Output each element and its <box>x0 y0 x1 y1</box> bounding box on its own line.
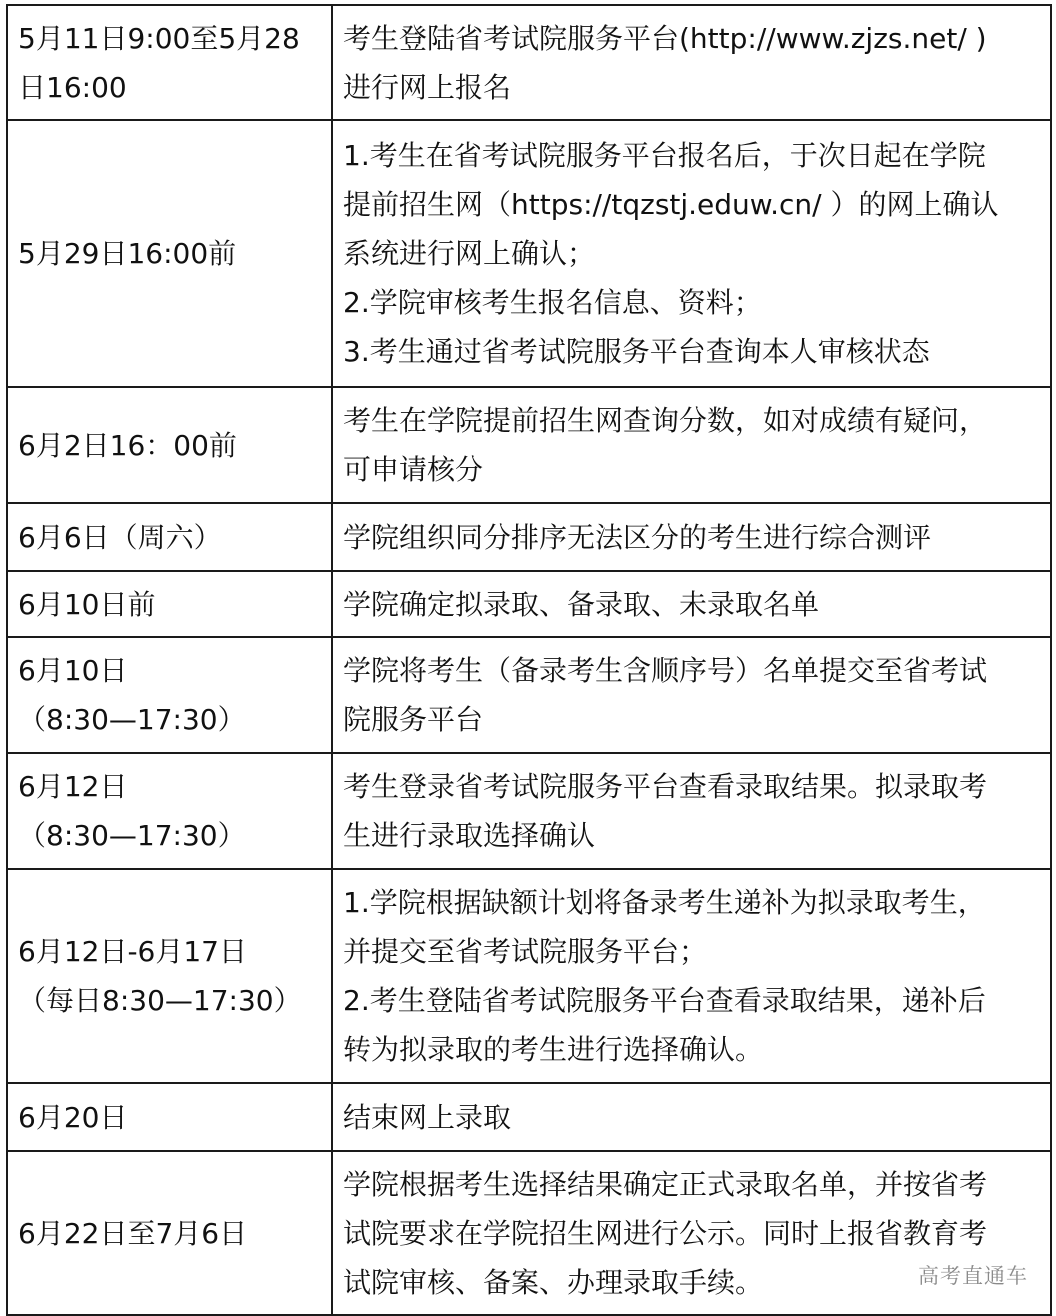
date-cell <box>7 120 332 387</box>
date-line: 5月29日16:00前 <box>18 237 237 270</box>
table-row <box>7 753 1051 869</box>
description-line: 学院组织同分排序无法区分的考生进行综合测评 <box>343 520 932 554</box>
date-cell <box>7 753 332 869</box>
table-row <box>7 637 1051 753</box>
watermark: 高考直通车 <box>918 1264 1028 1288</box>
description-cell <box>332 571 1051 637</box>
description-line: 2.学院审核考生报名信息、资料； <box>343 286 762 319</box>
table-row <box>7 503 1051 571</box>
description-cell <box>332 120 1051 387</box>
admission-schedule-table <box>6 4 1052 1316</box>
table-row <box>7 387 1051 503</box>
description-line: 生进行录取选择确认 <box>343 819 596 852</box>
date-cell <box>7 1083 332 1151</box>
date-cell <box>7 387 332 503</box>
date-cell <box>7 503 332 571</box>
description-line: 考生登陆省考试院服务平台(http://www.zjzs.net/ ) <box>343 21 987 55</box>
description-line: 结束网上录取 <box>343 1100 512 1134</box>
description-line: 可申请核分 <box>343 453 484 486</box>
description-cell <box>332 503 1051 571</box>
date-line: 6月10日 <box>18 654 128 687</box>
date-cell <box>7 637 332 753</box>
description-line: 考生登录省考试院服务平台查看录取结果。拟录取考 <box>343 770 988 803</box>
date-cell <box>7 5 332 120</box>
description-line: 进行网上报名 <box>343 70 512 104</box>
date-cell <box>7 1151 332 1315</box>
table-row <box>7 120 1051 387</box>
description-cell <box>332 753 1051 869</box>
description-line: 院服务平台 <box>343 703 484 736</box>
table-row <box>7 571 1051 637</box>
description-line: 试院要求在学院招生网进行公示。同时上报省教育考 <box>343 1216 988 1250</box>
date-line: 6月10日前 <box>18 587 156 621</box>
date-line: （8:30—17:30） <box>18 819 246 852</box>
description-cell <box>332 637 1051 753</box>
date-line: 6月2日16：00前 <box>18 428 237 462</box>
description-cell <box>332 1151 1051 1315</box>
description-line: 学院确定拟录取、备录取、未录取名单 <box>343 587 820 621</box>
description-line: 系统进行网上确认； <box>343 237 596 270</box>
date-line: 6月12日 <box>18 770 128 803</box>
date-line: 日16:00 <box>18 70 127 104</box>
description-cell <box>332 5 1051 120</box>
description-cell <box>332 1083 1051 1151</box>
date-line: （每日8:30—17:30） <box>18 984 302 1017</box>
table-row <box>7 5 1051 120</box>
date-line: 5月11日9:00至5月28 <box>18 21 300 55</box>
date-cell <box>7 571 332 637</box>
description-cell <box>332 869 1051 1083</box>
description-line: 3.考生通过省考试院服务平台查询本人审核状态 <box>343 335 930 368</box>
description-line: 提前招生网（https://tqzstj.eduw.cn/ ）的网上确认 <box>343 188 999 221</box>
date-line: 6月12日-6月17日 <box>18 935 247 968</box>
table-row <box>7 1151 1051 1315</box>
date-line: 6月20日 <box>18 1100 128 1134</box>
description-line: 学院将考生（备录考生含顺序号）名单提交至省考试 <box>343 654 988 687</box>
table-row <box>7 869 1051 1083</box>
date-line: （8:30—17:30） <box>18 703 246 736</box>
table-row <box>7 1083 1051 1151</box>
description-line: 考生在学院提前招生网查询分数，如对成绩有疑问， <box>343 404 988 437</box>
description-cell <box>332 387 1051 503</box>
description-line: 试院审核、备案、办理录取手续。 <box>343 1265 764 1299</box>
date-cell <box>7 869 332 1083</box>
description-line: 1.考生在省考试院服务平台报名后，于次日起在学院 <box>343 139 986 172</box>
description-line: 1.学院根据缺额计划将备录考生递补为拟录取考生， <box>343 886 986 919</box>
date-line: 6月22日至7月6日 <box>18 1216 248 1250</box>
date-line: 6月6日（周六） <box>18 520 222 554</box>
description-line: 学院根据考生选择结果确定正式录取名单，并按省考 <box>343 1167 988 1201</box>
description-line: 转为拟录取的考生进行选择确认。 <box>343 1033 764 1066</box>
description-line: 并提交至省考试院服务平台； <box>343 935 708 968</box>
description-line: 2.考生登陆省考试院服务平台查看录取结果，递补后 <box>343 984 986 1017</box>
